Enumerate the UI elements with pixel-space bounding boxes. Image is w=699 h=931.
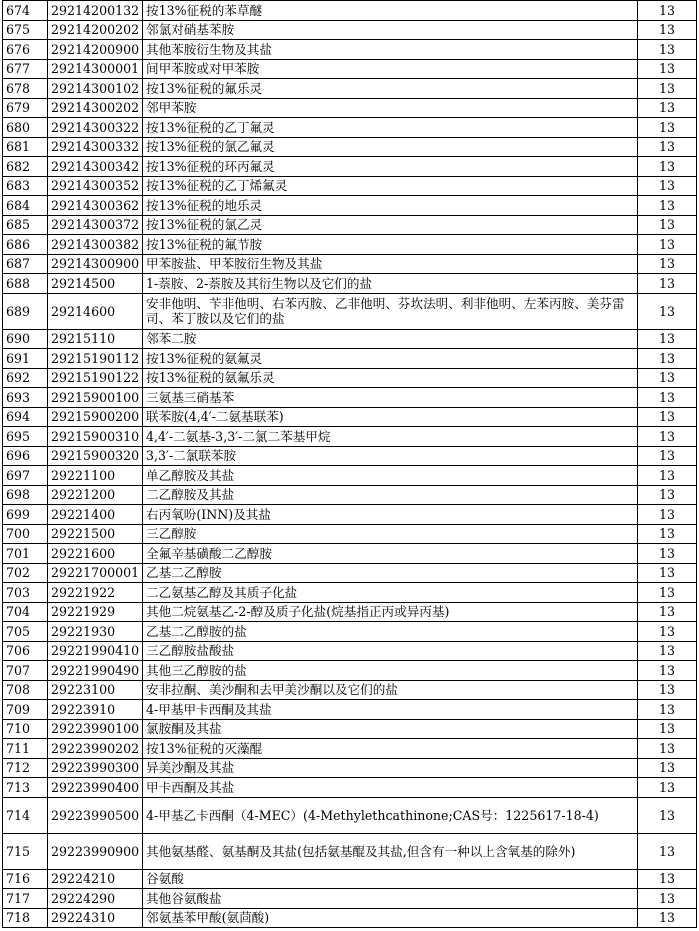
commodity-code-cell: 29223990400 bbox=[48, 778, 143, 798]
row-number-cell: 713 bbox=[3, 778, 48, 798]
product-name-cell: 按13%征税的苯草醚 bbox=[143, 1, 638, 21]
commodity-code-cell: 29221500 bbox=[48, 524, 143, 544]
tax-rate-cell: 13 bbox=[638, 680, 697, 700]
commodity-code-cell: 29214300352 bbox=[48, 176, 143, 196]
tax-rate-cell: 13 bbox=[638, 79, 697, 99]
table-row bbox=[3, 176, 697, 196]
row-number-cell: 711 bbox=[3, 739, 48, 759]
tax-rate-cell: 13 bbox=[638, 388, 697, 408]
table-row bbox=[3, 215, 697, 235]
row-number-cell: 698 bbox=[3, 485, 48, 505]
tax-rate-table-page bbox=[2, 0, 697, 928]
product-name-cell: 按13%征税的乙丁氟灵 bbox=[143, 118, 638, 138]
product-name-cell: 按13%征税的氯乙氟灵 bbox=[143, 137, 638, 157]
table-row bbox=[3, 889, 697, 909]
table-row bbox=[3, 524, 697, 544]
table-row bbox=[3, 563, 697, 583]
tax-rate-cell: 13 bbox=[638, 700, 697, 720]
row-number-cell: 708 bbox=[3, 680, 48, 700]
table-row bbox=[3, 59, 697, 79]
commodity-code-cell: 29214300332 bbox=[48, 137, 143, 157]
tax-rate-cell: 13 bbox=[638, 427, 697, 447]
product-name-cell: 其他苯胺衍生物及其盐 bbox=[143, 40, 638, 60]
table-row bbox=[3, 505, 697, 525]
table-row bbox=[3, 196, 697, 216]
table-row bbox=[3, 235, 697, 255]
row-number-cell: 714 bbox=[3, 797, 48, 833]
commodity-code-cell: 29221930 bbox=[48, 622, 143, 642]
commodity-code-cell: 29221700001 bbox=[48, 563, 143, 583]
table-row bbox=[3, 407, 697, 427]
commodity-code-cell: 29221929 bbox=[48, 602, 143, 622]
row-number-cell: 674 bbox=[3, 1, 48, 21]
tax-rate-cell: 13 bbox=[638, 869, 697, 889]
tax-rate-cell: 13 bbox=[638, 583, 697, 603]
tax-rate-table bbox=[2, 0, 697, 928]
row-number-cell: 700 bbox=[3, 524, 48, 544]
commodity-code-cell: 29215110 bbox=[48, 329, 143, 349]
commodity-code-cell: 29221100 bbox=[48, 466, 143, 486]
row-number-cell: 677 bbox=[3, 59, 48, 79]
table-row bbox=[3, 446, 697, 466]
table-row bbox=[3, 157, 697, 177]
product-name-cell: 单乙醇胺及其盐 bbox=[143, 466, 638, 486]
table-row bbox=[3, 583, 697, 603]
product-name-cell: 邻氯对硝基苯胺 bbox=[143, 20, 638, 40]
tax-rate-cell: 13 bbox=[638, 739, 697, 759]
tax-rate-cell: 13 bbox=[638, 719, 697, 739]
tax-rate-cell: 13 bbox=[638, 157, 697, 177]
product-name-cell: 其他氨基醛、氨基酮及其盐(包括氨基醌及其盐,但含有一种以上含氧基的除外) bbox=[143, 833, 638, 869]
product-name-cell: 按13%征税的乙丁烯氟灵 bbox=[143, 176, 638, 196]
product-name-cell: 其他二烷氨基乙-2-醇及质子化盐(烷基指正丙或异丙基) bbox=[143, 602, 638, 622]
table-row bbox=[3, 349, 697, 369]
row-number-cell: 688 bbox=[3, 274, 48, 294]
product-name-cell: 其他谷氨酸盐 bbox=[143, 889, 638, 909]
commodity-code-cell: 29221200 bbox=[48, 485, 143, 505]
table-body bbox=[3, 1, 697, 928]
table-row bbox=[3, 466, 697, 486]
tax-rate-cell: 13 bbox=[638, 908, 697, 928]
commodity-code-cell: 29221990410 bbox=[48, 641, 143, 661]
product-name-cell: 按13%征税的灭藻醌 bbox=[143, 739, 638, 759]
table-row bbox=[3, 602, 697, 622]
product-name-cell: 4-甲基甲卡西酮及其盐 bbox=[143, 700, 638, 720]
row-number-cell: 689 bbox=[3, 293, 48, 329]
commodity-code-cell: 29215190122 bbox=[48, 368, 143, 388]
tax-rate-cell: 13 bbox=[638, 778, 697, 798]
tax-rate-cell: 13 bbox=[638, 446, 697, 466]
commodity-code-cell: 29224310 bbox=[48, 908, 143, 928]
tax-rate-cell: 13 bbox=[638, 274, 697, 294]
commodity-code-cell: 29214300202 bbox=[48, 98, 143, 118]
product-name-cell: 安非拉酮、美沙酮和去甲美沙酮以及它们的盐 bbox=[143, 680, 638, 700]
table-row bbox=[3, 20, 697, 40]
tax-rate-cell: 13 bbox=[638, 563, 697, 583]
commodity-code-cell: 29214600 bbox=[48, 293, 143, 329]
table-row bbox=[3, 700, 697, 720]
row-number-cell: 687 bbox=[3, 254, 48, 274]
row-number-cell: 679 bbox=[3, 98, 48, 118]
commodity-code-cell: 29223990100 bbox=[48, 719, 143, 739]
table-row bbox=[3, 427, 697, 447]
product-name-cell: 乙基二乙醇胺 bbox=[143, 563, 638, 583]
commodity-code-cell: 29221600 bbox=[48, 544, 143, 564]
tax-rate-cell: 13 bbox=[638, 329, 697, 349]
row-number-cell: 686 bbox=[3, 235, 48, 255]
tax-rate-cell: 13 bbox=[638, 176, 697, 196]
row-number-cell: 694 bbox=[3, 407, 48, 427]
row-number-cell: 715 bbox=[3, 833, 48, 869]
row-number-cell: 693 bbox=[3, 388, 48, 408]
commodity-code-cell: 29215900320 bbox=[48, 446, 143, 466]
row-number-cell: 692 bbox=[3, 368, 48, 388]
product-name-cell: 间甲苯胺或对甲苯胺 bbox=[143, 59, 638, 79]
product-name-cell: 安非他明、苄非他明、右苯丙胺、乙非他明、芬坎法明、利非他明、左苯丙胺、美芬雷司、苯丁胺以及它们的盐 bbox=[143, 293, 638, 329]
commodity-code-cell: 29214300372 bbox=[48, 215, 143, 235]
table-row bbox=[3, 368, 697, 388]
commodity-code-cell: 29214300900 bbox=[48, 254, 143, 274]
table-row bbox=[3, 661, 697, 681]
tax-rate-cell: 13 bbox=[638, 833, 697, 869]
tax-rate-cell: 13 bbox=[638, 349, 697, 369]
commodity-code-cell: 29214500 bbox=[48, 274, 143, 294]
table-row bbox=[3, 329, 697, 349]
row-number-cell: 675 bbox=[3, 20, 48, 40]
product-name-cell: 4,4′-二氨基-3,3′-二氯二苯基甲烷 bbox=[143, 427, 638, 447]
table-row bbox=[3, 1, 697, 21]
table-row bbox=[3, 797, 697, 833]
tax-rate-cell: 13 bbox=[638, 466, 697, 486]
table-row bbox=[3, 79, 697, 99]
row-number-cell: 712 bbox=[3, 758, 48, 778]
commodity-code-cell: 29215900100 bbox=[48, 388, 143, 408]
table-row bbox=[3, 719, 697, 739]
commodity-code-cell: 29214200132 bbox=[48, 1, 143, 21]
row-number-cell: 684 bbox=[3, 196, 48, 216]
tax-rate-cell: 13 bbox=[638, 20, 697, 40]
product-name-cell: 乙基二乙醇胺的盐 bbox=[143, 622, 638, 642]
commodity-code-cell: 29214300102 bbox=[48, 79, 143, 99]
tax-rate-cell: 13 bbox=[638, 661, 697, 681]
product-name-cell: 按13%征税的氨氟乐灵 bbox=[143, 368, 638, 388]
product-name-cell: 邻甲苯胺 bbox=[143, 98, 638, 118]
commodity-code-cell: 29214200202 bbox=[48, 20, 143, 40]
product-name-cell: 4-甲基乙卡西酮（4-MEC）(4-Methylethcathinone;CAS号：1225617-18-4) bbox=[143, 797, 638, 833]
product-name-cell: 1-萘胺、2-萘胺及其衍生物以及它们的盐 bbox=[143, 274, 638, 294]
commodity-code-cell: 29215900310 bbox=[48, 427, 143, 447]
product-name-cell: 其他三乙醇胺的盐 bbox=[143, 661, 638, 681]
product-name-cell: 甲卡西酮及其盐 bbox=[143, 778, 638, 798]
product-name-cell: 按13%征税的氟乐灵 bbox=[143, 79, 638, 99]
row-number-cell: 705 bbox=[3, 622, 48, 642]
product-name-cell: 按13%征税的氯乙灵 bbox=[143, 215, 638, 235]
tax-rate-cell: 13 bbox=[638, 797, 697, 833]
row-number-cell: 690 bbox=[3, 329, 48, 349]
product-name-cell: 按13%征税的氟节胺 bbox=[143, 235, 638, 255]
commodity-code-cell: 29223990202 bbox=[48, 739, 143, 759]
table-row bbox=[3, 98, 697, 118]
table-row bbox=[3, 254, 697, 274]
table-row bbox=[3, 40, 697, 60]
commodity-code-cell: 29221990490 bbox=[48, 661, 143, 681]
tax-rate-cell: 13 bbox=[638, 254, 697, 274]
row-number-cell: 678 bbox=[3, 79, 48, 99]
table-row bbox=[3, 680, 697, 700]
row-number-cell: 704 bbox=[3, 602, 48, 622]
commodity-code-cell: 29214200900 bbox=[48, 40, 143, 60]
tax-rate-cell: 13 bbox=[638, 505, 697, 525]
row-number-cell: 676 bbox=[3, 40, 48, 60]
tax-rate-cell: 13 bbox=[638, 758, 697, 778]
tax-rate-cell: 13 bbox=[638, 368, 697, 388]
tax-rate-cell: 13 bbox=[638, 98, 697, 118]
table-row bbox=[3, 622, 697, 642]
table-row bbox=[3, 758, 697, 778]
table-row bbox=[3, 739, 697, 759]
tax-rate-cell: 13 bbox=[638, 40, 697, 60]
product-name-cell: 右丙氧吩(INN)及其盐 bbox=[143, 505, 638, 525]
row-number-cell: 707 bbox=[3, 661, 48, 681]
tax-rate-cell: 13 bbox=[638, 641, 697, 661]
commodity-code-cell: 29221400 bbox=[48, 505, 143, 525]
table-row bbox=[3, 641, 697, 661]
commodity-code-cell: 29214300382 bbox=[48, 235, 143, 255]
product-name-cell: 谷氨酸 bbox=[143, 869, 638, 889]
table-row bbox=[3, 388, 697, 408]
table-row bbox=[3, 274, 697, 294]
table-row bbox=[3, 137, 697, 157]
product-name-cell: 按13%征税的氨氟灵 bbox=[143, 349, 638, 369]
commodity-code-cell: 29214300001 bbox=[48, 59, 143, 79]
product-name-cell: 甲苯胺盐、甲苯胺衍生物及其盐 bbox=[143, 254, 638, 274]
table-row bbox=[3, 869, 697, 889]
table-row bbox=[3, 833, 697, 869]
table-row bbox=[3, 293, 697, 329]
tax-rate-cell: 13 bbox=[638, 293, 697, 329]
tax-rate-cell: 13 bbox=[638, 1, 697, 21]
product-name-cell: 3,3′-二氯联苯胺 bbox=[143, 446, 638, 466]
product-name-cell: 异美沙酮及其盐 bbox=[143, 758, 638, 778]
row-number-cell: 718 bbox=[3, 908, 48, 928]
table-row bbox=[3, 908, 697, 928]
commodity-code-cell: 29224290 bbox=[48, 889, 143, 909]
product-name-cell: 联苯胺(4,4′-二氨基联苯) bbox=[143, 407, 638, 427]
table-row bbox=[3, 544, 697, 564]
row-number-cell: 702 bbox=[3, 563, 48, 583]
row-number-cell: 696 bbox=[3, 446, 48, 466]
commodity-code-cell: 29224210 bbox=[48, 869, 143, 889]
row-number-cell: 716 bbox=[3, 869, 48, 889]
row-number-cell: 701 bbox=[3, 544, 48, 564]
product-name-cell: 三氨基三硝基苯 bbox=[143, 388, 638, 408]
commodity-code-cell: 29223990300 bbox=[48, 758, 143, 778]
tax-rate-cell: 13 bbox=[638, 137, 697, 157]
commodity-code-cell: 29215190112 bbox=[48, 349, 143, 369]
row-number-cell: 699 bbox=[3, 505, 48, 525]
table-row bbox=[3, 485, 697, 505]
row-number-cell: 709 bbox=[3, 700, 48, 720]
tax-rate-cell: 13 bbox=[638, 485, 697, 505]
product-name-cell: 氯胺酮及其盐 bbox=[143, 719, 638, 739]
commodity-code-cell: 29223990500 bbox=[48, 797, 143, 833]
row-number-cell: 703 bbox=[3, 583, 48, 603]
row-number-cell: 695 bbox=[3, 427, 48, 447]
tax-rate-cell: 13 bbox=[638, 544, 697, 564]
row-number-cell: 682 bbox=[3, 157, 48, 177]
product-name-cell: 二乙氨基乙醇及其质子化盐 bbox=[143, 583, 638, 603]
row-number-cell: 683 bbox=[3, 176, 48, 196]
tax-rate-cell: 13 bbox=[638, 889, 697, 909]
commodity-code-cell: 29223910 bbox=[48, 700, 143, 720]
tax-rate-cell: 13 bbox=[638, 602, 697, 622]
product-name-cell: 邻氨基苯甲酸(氨茴酸) bbox=[143, 908, 638, 928]
row-number-cell: 691 bbox=[3, 349, 48, 369]
row-number-cell: 717 bbox=[3, 889, 48, 909]
tax-rate-cell: 13 bbox=[638, 235, 697, 255]
tax-rate-cell: 13 bbox=[638, 118, 697, 138]
product-name-cell: 按13%征税的地乐灵 bbox=[143, 196, 638, 216]
commodity-code-cell: 29221922 bbox=[48, 583, 143, 603]
tax-rate-cell: 13 bbox=[638, 196, 697, 216]
product-name-cell: 按13%征税的环丙氟灵 bbox=[143, 157, 638, 177]
commodity-code-cell: 29214300362 bbox=[48, 196, 143, 216]
commodity-code-cell: 29214300342 bbox=[48, 157, 143, 177]
row-number-cell: 710 bbox=[3, 719, 48, 739]
row-number-cell: 697 bbox=[3, 466, 48, 486]
tax-rate-cell: 13 bbox=[638, 622, 697, 642]
row-number-cell: 681 bbox=[3, 137, 48, 157]
tax-rate-cell: 13 bbox=[638, 407, 697, 427]
table-row bbox=[3, 778, 697, 798]
commodity-code-cell: 29223100 bbox=[48, 680, 143, 700]
product-name-cell: 邻苯二胺 bbox=[143, 329, 638, 349]
commodity-code-cell: 29214300322 bbox=[48, 118, 143, 138]
tax-rate-cell: 13 bbox=[638, 215, 697, 235]
product-name-cell: 三乙醇胺 bbox=[143, 524, 638, 544]
table-row bbox=[3, 118, 697, 138]
row-number-cell: 706 bbox=[3, 641, 48, 661]
tax-rate-cell: 13 bbox=[638, 524, 697, 544]
row-number-cell: 680 bbox=[3, 118, 48, 138]
commodity-code-cell: 29223990900 bbox=[48, 833, 143, 869]
row-number-cell: 685 bbox=[3, 215, 48, 235]
product-name-cell: 二乙醇胺及其盐 bbox=[143, 485, 638, 505]
tax-rate-cell: 13 bbox=[638, 59, 697, 79]
commodity-code-cell: 29215900200 bbox=[48, 407, 143, 427]
product-name-cell: 三乙醇胺盐酸盐 bbox=[143, 641, 638, 661]
product-name-cell: 全氟辛基磺酸二乙醇胺 bbox=[143, 544, 638, 564]
